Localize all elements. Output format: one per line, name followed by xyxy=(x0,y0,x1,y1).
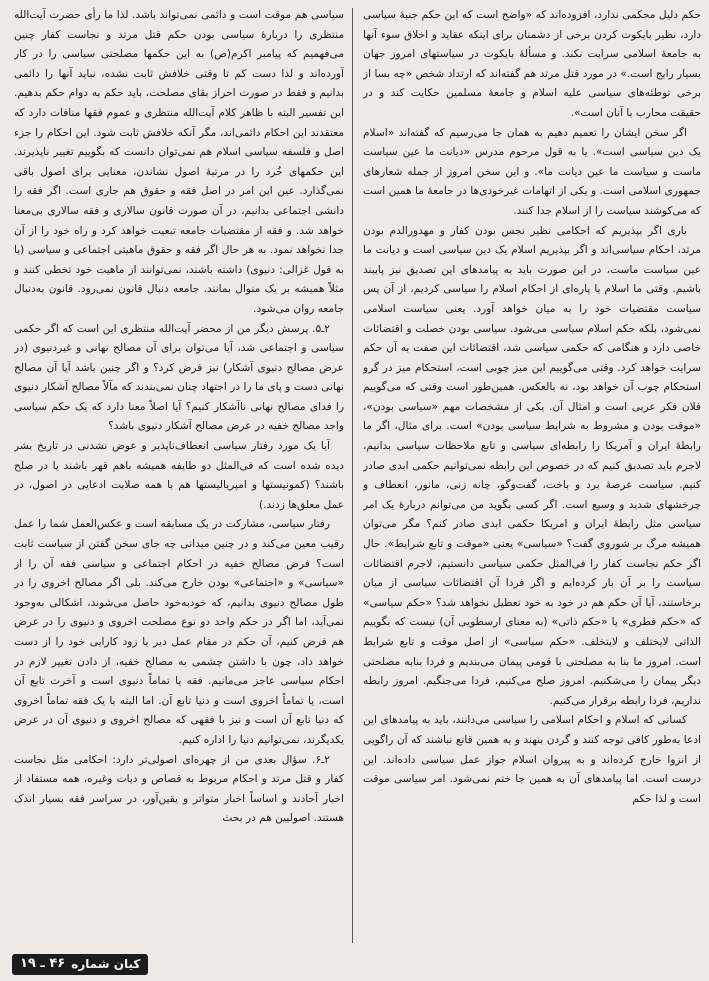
left-column xyxy=(14,6,344,946)
paragraph: ۲ـ۶. سؤال بعدی من از چهره‌ای اصولی‌تر دارد: احکامی مثل نجاست کفار و قتل مرتد و احکام مربوط به قصاص و دیات وغیره، همه مستفاد از اخبار آحادند و اساساً اخبار متواتر و یقین‌آور، در سراسر فقه بسیار اندک هستند. اصولیین هم در بحث xyxy=(14,753,344,825)
issue-footer xyxy=(12,954,148,975)
column-divider xyxy=(352,8,353,943)
paragraph: آیا یک مورد رفتار سیاسی انعطاف‌ناپذیر و عوض نشدنی در تاریخ بشر دیده شده است که فی‌المثل دو طایفه همیشه باهم قهر باشند یا در صلح باشند؟ (کمونیستها و امپریالیستها هم با همه صلابت ادعایی در اصول، در عمل معلق‌ها زدند.) xyxy=(14,440,344,511)
paragraph: باری اگر بپذیریم که احکامی نظیر نجس بودن کفار و مهدورالدم بودن مرتد، احکام سیاسی‌اند و اگر بپذیریم اسلام یک دین سیاسی است و دیانت ما عین سیاست ماست، در این صورت باید به پیامدهای این تصدیق نیز پایبند باشیم. وقتی ما اسلام یا پاره‌ای از احکام اسلام را سیاسی کردیم، از آن پس سیاست مقتضیات خود را به میان خواهد آورد. یعنی سیاست اسلامی نمی‌شود، بلکه حکم اسلام سیاسی می‌شود. سیاسی بودن خصلت و اقتضائات خاصی دارد و هنگامی که حکمی سیاسی شد، اقتضائات این صفت به آن حکم سرایت خواهد کرد. وقتی می‌گوییم این میز چوبی است، استحکام میز در گرو استحکام چوب آن خواهد بود، نه بالعکس. همین‌طور است وقتی که می‌گوییم فلان فکر عربی است و امثال آن. یکی از مشخصات مهم «سیاسی بودن»، «موقت بودن و مشروط به شرایط سیاسی بودن» است. برای مثال، اگر ما رابطهٔ ایران و آمریکا را رابطه‌ای سیاسی و تابع ملاحظات سیاسی بدانیم، لاجرم باید تصدیق کنیم که در خصوص این رابطه نمی‌توانیم حکمی ابدی صادر کنیم. سیاست عرصهٔ برد و باخت، گفت‌وگو، چانه زنی، مانور، انعطاف و چرخشهای شدید و وسیع است. اگر کسی بگوید من می‌توانم دربارهٔ یک امر سیاسی مثل رابطهٔ ایران و امریکا حکمی ابدی صادر کنم؟ مگر می‌توان همیشه مرگ بر شوروی گفت؟ «سیاسی» یعنی «موقت و تابع شرایط». حال اگر حکم نجاست کفار را فی‌المثل حکمی سیاسی دانستیم، لاجرم اقتضائات سیاست را بر آن بار کرده‌ایم و اگر فردا آن اقتضائات سیاسی از میان برخاستند، آیا آن حکم هم در خود به خود تعطیل نخواهد شد؟ «حکم سیاسی» که «حکم فطری» یا «حکم ذاتی» (به معنای ارسطویی آن) نیست که بگوییم الذاتی لایختلف و لایتخلف. «حکم سیاسی» از اصل موقت و تابع شرایط است. امروز ما بنا به مصلحتی با قومی پیمان می‌بندیم و فردا بنابه مصلحتی دیگر پیمان را می‌شکنیم. امروز صلح می‌کنیم، فردا می‌جنگیم. امروز رابطه نداریم، فردا رابطه برقرار می‌کنیم. xyxy=(363,224,701,707)
paragraph: ۲ـ۵. پرسش دیگر من از محضر آیت‌الله منتظری این است که اگر حکمی سیاسی و اجتماعی شد، آیا می‌توان برای آن مصالح نهانی و غیردنیوی (در عرض مصالح دنیوی آشکار) نیز فرض کرد؟ و اگر چنین باشد آیا آن مصالح نهانی دست و پای ما را در اجتهاد چنان نمی‌بندند که مآلاً مصالح آشکار دنیوی را فدای مصالح نهانی ناآشکار کنیم؟ آیا اصلاً معنا دارد که یک حکم سیاسی واجد مصالح خفیه در عرض مصالح آشکار دنیوی باشد؟ xyxy=(14,322,344,433)
right-column xyxy=(363,6,701,946)
page-number: ۴۶ ـ ۱۹ xyxy=(20,956,66,971)
issue-label: کیان شماره xyxy=(71,957,141,971)
paragraph: کسانی که اسلام و احکام اسلامی را سیاسی می‌دانند، باید به پیامدهای این ادعا به‌طور کافی توجه کنند و گردن بنهند و به همین قانع نباشند که آن راگویی از انزوا خارج کرده‌اند و به پیروان اسلام جواز عمل سیاسی داده‌اند. این درست است. اما پیامدهای آن به همین جا ختم نمی‌شود. امر سیاسی موقت است و لذا حکم xyxy=(363,714,701,805)
paragraph: اگر سخن ایشان را تعمیم دهیم به همان جا می‌رسیم که گفته‌اند «اسلام یک دین سیاسی است». یا به قول مرحوم مدرس «دیانت ما عین سیاست ماست و سیاست ما عین دیانت ما». و این سخن امروز از جمله شعارهای جمهوری اسلامی است. و یکی از اتهامات غیرخودی‌ها در جامعهٔ ما همین است که می‌کوشند سیاست را از اسلام جدا کنند. xyxy=(363,126,701,217)
paragraph: حکم دلیل محکمی ندارد، افزوده‌اند که «واضح است که این حکم جنبهٔ سیاسی دارد، نظیر بایکوت کردن برخی از دشمنان برای اینکه عقاید و اخلاق سوء آنها به جامعهٔ اسلامی سرایت نکند. و مسألهٔ بایکوت در سیاستهای امروز جهان بسیار رایج است.» در مورد قتل مرتد هم گفته‌اند که ارتداد شخص «چه بسا از برخی توطئه‌های سیاسی علیه اسلام و جامعهٔ مسلمین حکایت کند و در حقیقت محارب با آنان است». xyxy=(363,9,701,119)
paragraph: سیاسی هم موقت است و دائمی نمی‌تواند باشد. لذا ما رأی حضرت آیت‌الله منتظری را دربارهٔ سیاسی بودن حکم قتل مرتد و نجاست کفار چنین می‌فهمیم که پیامبر اکرم(ص) به این حکمها مصلحتی سیاسی را در کار آورده‌اند و لذا دست کم تا وقتی خلافش ثابت نشده، نباید آنها را دائمی بدانیم و فقط در صورت احراز بقای مصلحت، باید حکم به دوام حکم بدهیم. این تفسیر البته با ظاهر کلام آیت‌الله منتظری و عموم فقها منافات دارد که معتقدند این احکام دائمی‌اند، مگر آنکه خلافش ثابت شود. این احکام را جزء اصل و فلسفه سیاسی اسلام هم نمی‌توان دانست که بگوییم تغییر ناپذیرند. این حکمهای خُرد را در مرتبهٔ اصول نشاندن، معنایی برای اصول باقی نمی‌گذارد. عین این امر در اصل فقه و حقوق هم جاری است. اگر فقه را دانشی اجتماعی بدانیم، در آن صورت قانون سالاری و فقه سالاری بی‌معنا خواهد شد. و فقه از مقتضیات جامعه تبعیت خواهد کرد و راه خود را از آن جدا نخواهد نمود. به هر حال اگر فقه و حقوق ماهیتی اجتماعی و سیاسی (یا به قول غزالی: دنیوی) داشته باشند، نمی‌توانند از ماهیت خود تخطی کنند و مثلاً همیشه بر یک منوال بمانند. جامعه دنبال قانون نمی‌رود. قانون به‌دنبال جامعه روان می‌شود. xyxy=(14,9,344,315)
paragraph: رفتار سیاسی، مشارکت در یک مسابقه است و عکس‌العمل شما را عمل رقیب معین می‌کند و در چنین میدانی چه جای سخن گفتن از سیاست ثابت است؟ فرض مصالح خفیه در احکام اجتماعی و سیاسی فقه آن را از «سیاسی» و «اجتماعی» بودن خارج می‌کند. بلی اگر مصالح اخروی را در طول مصالح دنیوی بدانیم، که خودبه‌خود حاصل می‌شوند، اشکالی به‌وجود نمی‌آید، اما اگر در حکم واحد دو نوع مصلحت اخروی و دنیوی را در عرض هم فرض کنیم، آن حکم در مقام عمل دیر یا زود کارایی خود را از دست خواهد داد، چون با داشتن چشمی به مصالح خفیه، از دادن تغییر لازم در احکام سیاسی عاجز می‌مانیم. فقه یا تماماً دنیوی است و آخرت تابع آن است، یا تماماً اخروی است و دنیا تابع آن. اما البته با یک فقه تماماً اخروی که دنیا تابع آن است و نیز با فقهی که مصالح اخروی و دنیوی آن در عرض یکدیگرند، نمی‌توانیم دنیا را اداره کنیم. xyxy=(14,518,344,746)
